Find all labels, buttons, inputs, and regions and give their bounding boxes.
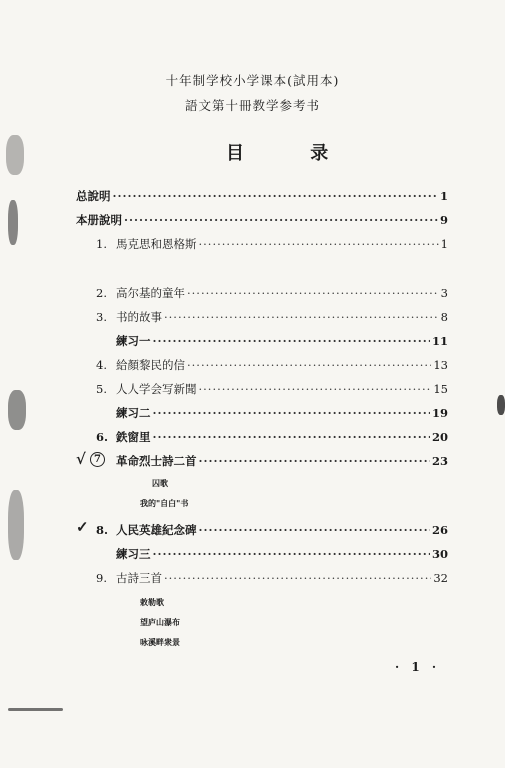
toc-entry-page: 8 xyxy=(440,310,448,324)
toc-entry-title: 人人学会写新聞 xyxy=(116,382,197,396)
toc-entry-page: 26 xyxy=(431,523,448,537)
toc-entry-title: 书的故事 xyxy=(116,310,162,324)
dot-leader xyxy=(164,309,439,325)
dot-leader xyxy=(153,405,430,421)
toc-entry-number: 2. xyxy=(96,286,107,300)
toc-entry-title: 本册說明 xyxy=(76,213,122,227)
circled-entry-number: 7 xyxy=(90,452,105,467)
toc-entry-page: 32 xyxy=(433,571,448,585)
left-margin-stain xyxy=(8,390,26,430)
toc-entry-title: 給顏黎民的信 xyxy=(116,358,185,372)
toc-entry-number: 4. xyxy=(96,358,107,372)
toc-entry-number: 8. xyxy=(96,523,109,537)
toc-entry xyxy=(76,212,448,228)
toc-entry xyxy=(96,522,448,538)
toc-entry-page: 23 xyxy=(431,454,448,468)
toc-entry-number: 3. xyxy=(96,310,107,324)
toc-entry-page: 1 xyxy=(440,237,448,251)
toc-entry-title: 鉄窗里 xyxy=(116,430,151,444)
toc-sub-item: 咏溪畔衆景 xyxy=(140,637,180,647)
toc-entry-title: 高尔基的童年 xyxy=(116,286,185,300)
toc-entry-number: 9. xyxy=(96,571,107,585)
toc-entry xyxy=(96,570,448,586)
toc-entry-title: 練习二 xyxy=(116,406,151,420)
toc-entry-title: 革命烈士詩二首 xyxy=(116,454,197,468)
handwritten-check-mark: √ xyxy=(76,450,86,468)
dot-leader xyxy=(124,212,438,228)
toc-entry-title: 总說明 xyxy=(76,189,111,203)
toc-entry-title: 人民英雄紀念碑 xyxy=(116,523,197,537)
dot-leader xyxy=(199,381,432,397)
toc-entry-page: 9 xyxy=(439,213,448,227)
toc-entry-title: 練习一 xyxy=(116,334,151,348)
toc-entry xyxy=(96,429,448,445)
toc-entry-page: 30 xyxy=(431,547,448,561)
dot-leader xyxy=(153,546,430,562)
left-margin-stain xyxy=(8,490,24,560)
toc-entry xyxy=(76,188,448,204)
toc-entry-page: 3 xyxy=(440,286,448,300)
dot-leader xyxy=(199,522,430,538)
toc-heading: 目 录 xyxy=(226,143,359,164)
toc-entry-title: 古詩三首 xyxy=(116,571,162,585)
page-folio: · 1 · xyxy=(395,660,441,674)
toc-entry-page: 15 xyxy=(433,382,448,396)
dot-leader xyxy=(187,357,431,373)
dot-leader xyxy=(153,333,430,349)
dot-leader xyxy=(199,453,430,469)
dot-leader xyxy=(199,236,439,252)
toc-entry-title: 練习三 xyxy=(116,547,151,561)
bottom-margin-stain xyxy=(8,708,63,711)
toc-entry xyxy=(116,453,448,469)
dot-leader xyxy=(187,285,439,301)
right-margin-stain xyxy=(497,395,505,415)
book-series-title: 十年制学校小学课本(試用本) xyxy=(165,73,340,88)
toc-entry-page: 11 xyxy=(431,334,448,348)
toc-entry xyxy=(96,381,448,397)
toc-entry xyxy=(116,546,448,562)
toc-entry-number: 6. xyxy=(96,430,109,444)
toc-entry-number: 1. xyxy=(96,237,107,251)
left-margin-stain xyxy=(8,200,18,245)
toc-sub-item: 敕勒歌 xyxy=(140,597,164,607)
toc-entry-title: 馬克思和恩格斯 xyxy=(116,237,197,251)
toc-entry-page: 1 xyxy=(439,189,448,203)
dot-leader xyxy=(153,429,430,445)
dot-leader xyxy=(164,570,431,586)
book-volume-title: 語文第十冊教学参考书 xyxy=(184,98,320,113)
toc-entry-page: 13 xyxy=(433,358,448,372)
toc-sub-item: 望庐山瀑布 xyxy=(140,617,180,627)
toc-sub-item: 我的"自白"书 xyxy=(140,498,189,508)
toc-entry xyxy=(116,405,448,421)
toc-sub-item: 囚歌 xyxy=(152,478,168,488)
toc-entry xyxy=(96,285,448,301)
handwritten-check-mark: ✓ xyxy=(76,518,89,536)
toc-entry xyxy=(96,309,448,325)
dot-leader xyxy=(113,188,438,204)
toc-entry xyxy=(96,357,448,373)
toc-entry-page: 20 xyxy=(431,430,448,444)
toc-entry-number: 5. xyxy=(96,382,107,396)
toc-entry xyxy=(116,333,448,349)
toc-entry xyxy=(96,236,448,252)
left-margin-stain xyxy=(6,135,24,175)
toc-entry-page: 19 xyxy=(431,406,448,420)
